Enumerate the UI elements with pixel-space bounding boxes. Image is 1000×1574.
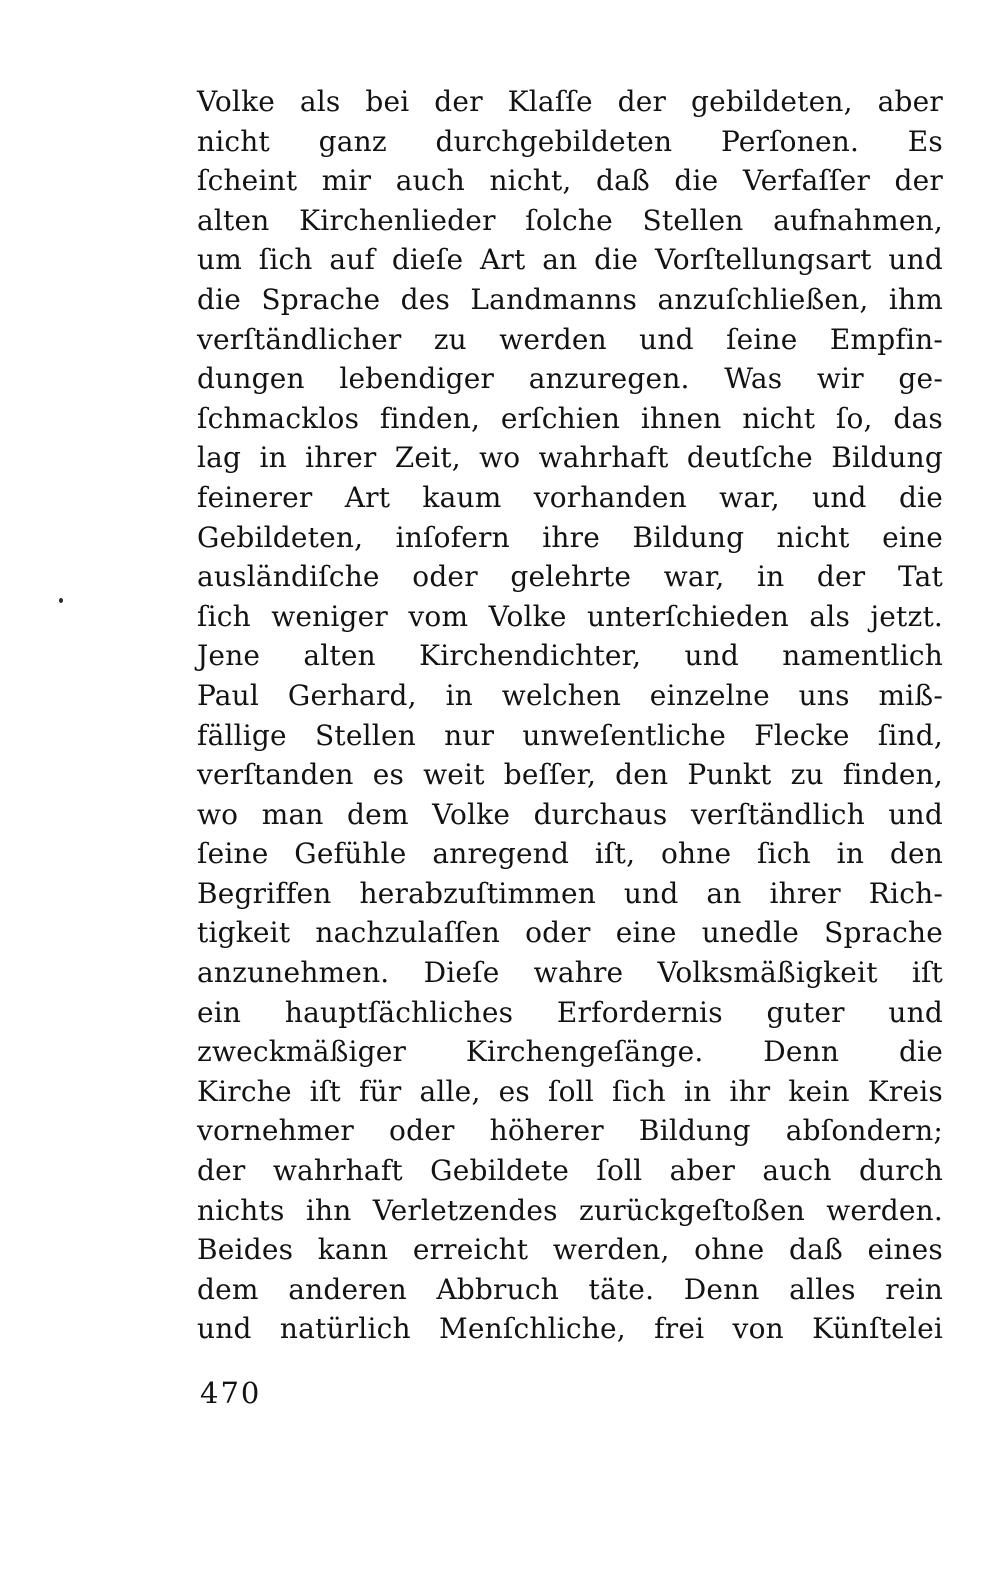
text-line: die Sprache des Landmanns anzuſchließen, ihm bbox=[197, 282, 943, 316]
text-line: um ſich auf dieſe Art an die Vorſtellungsart und bbox=[197, 243, 943, 277]
text-line: ausländiſche oder gelehrte war, in der Tat bbox=[197, 560, 943, 594]
text-line: anzunehmen. Dieſe wahre Volksmäßigkeit iſt bbox=[197, 956, 943, 990]
text-line: wo man dem Volke durchaus verſtändlich und bbox=[197, 797, 943, 831]
text-line: ein hauptſächliches Erfordernis guter und bbox=[197, 995, 943, 1029]
scan-speck bbox=[59, 598, 63, 603]
text-line: der wahrhaft Gebildete ſoll aber auch durch bbox=[197, 1154, 943, 1188]
text-line: verſtanden es weit beſſer, den Punkt zu finden, bbox=[197, 758, 943, 792]
text-line: ſich weniger vom Volke unterſchieden als jetzt. bbox=[197, 599, 943, 633]
text-line: und natürlich Menſchliche, frei von Künſtelei bbox=[197, 1312, 943, 1346]
page-number: 470 bbox=[200, 1376, 262, 1410]
text-line: dungen lebendiger anzuregen. Was wir ge- bbox=[197, 362, 943, 396]
text-line: zweckmäßiger Kirchengeſänge. Denn die bbox=[197, 1035, 943, 1069]
text-line: Volke als bei der Klaſſe der gebildeten, aber bbox=[197, 85, 943, 118]
text-line: lag in ihrer Zeit, wo wahrhaft deutſche Bildung bbox=[197, 441, 943, 475]
text-line: nichts ihn Verletzendes zurückgeſtoßen werden. bbox=[197, 1193, 943, 1227]
text-line: tigkeit nachzulaſſen oder eine unedle Sprache bbox=[197, 916, 943, 950]
text-line: feinerer Art kaum vorhanden war, und die bbox=[197, 480, 943, 514]
text-line: Beides kann erreicht werden, ohne daß eines bbox=[197, 1233, 943, 1267]
text-line: Paul Gerhard, in welchen einzelne uns miß- bbox=[197, 678, 943, 712]
text-line: Begriffen herabzuſtimmen und an ihrer Rich- bbox=[197, 876, 943, 910]
text-line: Jene alten Kirchendichter, und namentlich bbox=[197, 639, 943, 673]
text-line: ſcheint mir auch nicht, daß die Verfaſſer der bbox=[197, 164, 943, 198]
text-line: verſtändlicher zu werden und ſeine Empfin- bbox=[197, 322, 943, 356]
text-line: Gebildeten, inſofern ihre Bildung nicht eine bbox=[197, 520, 943, 554]
text-line: ſchmacklos finden, erſchien ihnen nicht ſo, das bbox=[197, 401, 943, 435]
text-line: nicht ganz durchgebildeten Perſonen. Es bbox=[197, 124, 943, 158]
text-line: ſeine Gefühle anregend iſt, ohne ſich in den bbox=[197, 837, 943, 871]
body-text bbox=[197, 82, 943, 1349]
text-line: dem anderen Abbruch täte. Denn alles rein bbox=[197, 1272, 943, 1306]
text-line: fällige Stellen nur unweſentliche Flecke ſind, bbox=[197, 718, 943, 752]
text-line: Kirche iſt für alle, es ſoll ſich in ihr kein Kreis bbox=[197, 1074, 943, 1108]
text-line: vornehmer oder höherer Bildung abſondern; bbox=[197, 1114, 943, 1148]
text-line: alten Kirchenlieder ſolche Stellen aufnahmen, bbox=[197, 203, 943, 237]
